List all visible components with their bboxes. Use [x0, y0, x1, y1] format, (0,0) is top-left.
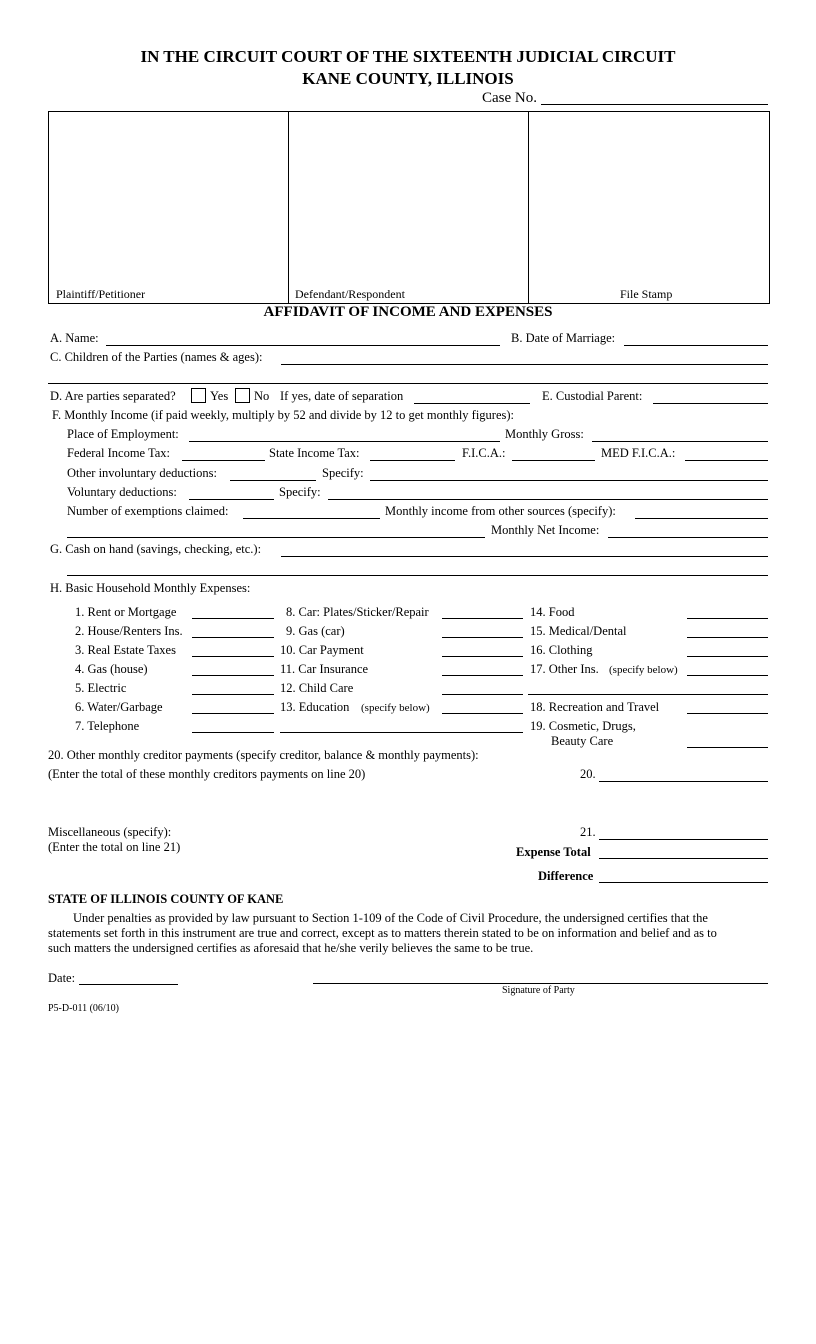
signature-label: Signature of Party: [502, 985, 575, 996]
expense-label: 18. Recreation and Travel: [530, 700, 660, 714]
defendant-label: Defendant/Respondent: [295, 287, 405, 301]
clothing-field[interactable]: [687, 656, 768, 657]
name-label: A. Name:: [50, 331, 99, 345]
expense-label: Beauty Care: [551, 734, 614, 748]
children-field-2[interactable]: [48, 383, 768, 384]
other-invol-label: Other involuntary deductions:: [67, 466, 217, 480]
rent-field[interactable]: [192, 618, 274, 619]
caption-divider-1: [288, 111, 289, 303]
expense-label: 14. Food: [530, 605, 575, 619]
gas-house-field[interactable]: [192, 675, 274, 676]
net-income-field[interactable]: [608, 537, 768, 538]
other-sources-field-2[interactable]: [67, 537, 485, 538]
cash-label: G. Cash on hand (savings, checking, etc.):: [50, 542, 262, 556]
gas-car-field[interactable]: [442, 637, 523, 638]
exemptions-label: Number of exemptions claimed:: [67, 504, 229, 518]
marriage-date-field[interactable]: [624, 345, 768, 346]
expense-label: 10. Car Payment: [280, 643, 364, 657]
expense-label: 9. Gas (car): [286, 624, 345, 638]
monthly-income-label: F. Monthly Income (if paid weekly, multiply by 52 and divide by 12 to get monthly figures):: [52, 408, 515, 422]
plaintiff-label: Plaintiff/Petitioner: [56, 287, 146, 301]
county-title: KANE COUNTY, ILLINOIS: [302, 69, 514, 88]
other-invol-field[interactable]: [230, 480, 316, 481]
caption-divider-2: [528, 111, 529, 303]
line-20-field[interactable]: [599, 781, 768, 782]
form-title: AFFIDAVIT OF INCOME AND EXPENSES: [263, 304, 553, 320]
employment-field[interactable]: [189, 441, 500, 442]
court-title: IN THE CIRCUIT COURT OF THE SIXTEENTH JUDICIAL CIRCUIT: [140, 47, 676, 66]
yes-label: Yes: [210, 389, 229, 403]
electric-field[interactable]: [192, 694, 274, 695]
state-tax-label: State Income Tax:: [269, 446, 360, 460]
expense-label: 7. Telephone: [75, 719, 140, 733]
renters-ins-field[interactable]: [192, 637, 274, 638]
children-label: C. Children of the Parties (names & ages):: [50, 350, 263, 364]
child-care-field[interactable]: [442, 694, 523, 695]
creditor-payments-label: 20. Other monthly creditor payments (specify creditor, balance & monthly payments):: [48, 748, 479, 762]
separated-no-checkbox[interactable]: [235, 388, 250, 403]
food-field[interactable]: [687, 618, 768, 619]
car-payment-field[interactable]: [442, 656, 523, 657]
federal-tax-label: Federal Income Tax:: [67, 446, 171, 460]
expense-label: 12. Child Care: [280, 681, 354, 695]
difference-label: Difference: [538, 869, 594, 883]
specify-invol-label: Specify:: [322, 466, 364, 480]
no-label: No: [254, 389, 270, 403]
cash-field[interactable]: [281, 556, 768, 557]
net-income-label: Monthly Net Income:: [491, 523, 600, 537]
difference-field[interactable]: [599, 882, 768, 883]
telephone-field[interactable]: [192, 732, 274, 733]
date-label: Date:: [48, 971, 76, 985]
med-fica-label: MED F.I.C.A.:: [601, 446, 676, 460]
case-no-field[interactable]: [541, 104, 768, 105]
line-21-number: 21.: [580, 825, 596, 839]
fica-field[interactable]: [512, 460, 595, 461]
cash-field-2[interactable]: [67, 575, 768, 576]
education-specify-field[interactable]: [280, 732, 523, 733]
expense-label: 13. Education: [280, 700, 350, 714]
water-field[interactable]: [192, 713, 274, 714]
misc-note: (Enter the total on line 21): [48, 840, 181, 854]
separation-date-field[interactable]: [414, 403, 530, 404]
specify-invol-field[interactable]: [370, 480, 768, 481]
custodial-parent-label: E. Custodial Parent:: [542, 389, 643, 403]
specify-vol-field[interactable]: [328, 499, 768, 500]
medical-field[interactable]: [687, 637, 768, 638]
caption-box: [48, 111, 770, 304]
education-field[interactable]: [442, 713, 523, 714]
car-plates-field[interactable]: [442, 618, 523, 619]
exemptions-field[interactable]: [243, 518, 380, 519]
separation-date-label: If yes, date of separation: [280, 389, 404, 403]
marriage-date-label: B. Date of Marriage:: [511, 331, 616, 345]
misc-label: Miscellaneous (specify):: [48, 825, 172, 839]
federal-tax-field[interactable]: [182, 460, 265, 461]
expense-label: 6. Water/Garbage: [75, 700, 163, 714]
expense-label: 16. Clothing: [530, 643, 593, 657]
expense-label: 2. House/Renters Ins.: [75, 624, 183, 638]
oath-heading: STATE OF ILLINOIS COUNTY OF KANE: [48, 892, 284, 906]
expense-label: 5. Electric: [75, 681, 127, 695]
gross-label: Monthly Gross:: [505, 427, 584, 441]
med-fica-field[interactable]: [685, 460, 768, 461]
fica-label: F.I.C.A.:: [462, 446, 506, 460]
file-stamp-label: File Stamp: [620, 287, 673, 301]
signature-field[interactable]: [313, 983, 768, 984]
cosmetics-field[interactable]: [687, 747, 768, 748]
children-field[interactable]: [281, 364, 768, 365]
line-21-field[interactable]: [599, 839, 768, 840]
line-20-number: 20.: [580, 767, 596, 781]
expense-total-field[interactable]: [599, 858, 768, 859]
real-estate-field[interactable]: [192, 656, 274, 657]
custodial-parent-field[interactable]: [653, 403, 768, 404]
expense-label: 4. Gas (house): [75, 662, 148, 676]
expense-label: 15. Medical/Dental: [530, 624, 627, 638]
expenses-label: H. Basic Household Monthly Expenses:: [50, 581, 251, 595]
other-ins-field[interactable]: [687, 675, 768, 676]
recreation-field[interactable]: [687, 713, 768, 714]
expense-total-label: Expense Total: [516, 845, 591, 859]
voluntary-field[interactable]: [189, 499, 274, 500]
case-no-label: Case No.: [482, 90, 537, 106]
other-ins-specify-field[interactable]: [528, 694, 768, 695]
voluntary-label: Voluntary deductions:: [67, 485, 177, 499]
specify-vol-label: Specify:: [279, 485, 321, 499]
oath-text-line-3: such matters the undersigned certifies as aforesaid that he/she verily believes the same to be true.: [48, 941, 534, 955]
education-note: (specify below): [361, 702, 430, 714]
car-insurance-field[interactable]: [442, 675, 523, 676]
other-sources-field[interactable]: [635, 518, 768, 519]
expense-label: 11. Car Insurance: [280, 662, 369, 676]
date-field[interactable]: [79, 984, 178, 985]
creditor-payments-note: (Enter the total of these monthly creditors payments on line 20): [48, 767, 366, 781]
separated-label: D. Are parties separated?: [50, 389, 176, 403]
expense-label: 8. Car: Plates/Sticker/Repair: [286, 605, 429, 619]
expense-label: 3. Real Estate Taxes: [75, 643, 176, 657]
oath-text-line-2: statements set forth in this instrument are true and correct, except as to matters therein stated to be on information and belief and as to: [48, 926, 717, 940]
expense-label: 17. Other Ins.: [530, 662, 599, 676]
employment-label: Place of Employment:: [67, 427, 179, 441]
name-field[interactable]: [106, 345, 500, 346]
state-tax-field[interactable]: [370, 460, 455, 461]
other-sources-label: Monthly income from other sources (specify):: [385, 504, 616, 518]
other-ins-note: (specify below): [609, 664, 678, 676]
form-id: P5-D-011 (06/10): [48, 1003, 120, 1014]
oath-text-line-1: Under penalties as provided by law pursuant to Section 1-109 of the Code of Civil Procedure, the undersigned certifies that the: [73, 911, 708, 925]
gross-field[interactable]: [592, 441, 768, 442]
separated-yes-checkbox[interactable]: [191, 388, 206, 403]
expense-label: 1. Rent or Mortgage: [75, 605, 177, 619]
expense-label: 19. Cosmetic, Drugs,: [530, 719, 636, 733]
